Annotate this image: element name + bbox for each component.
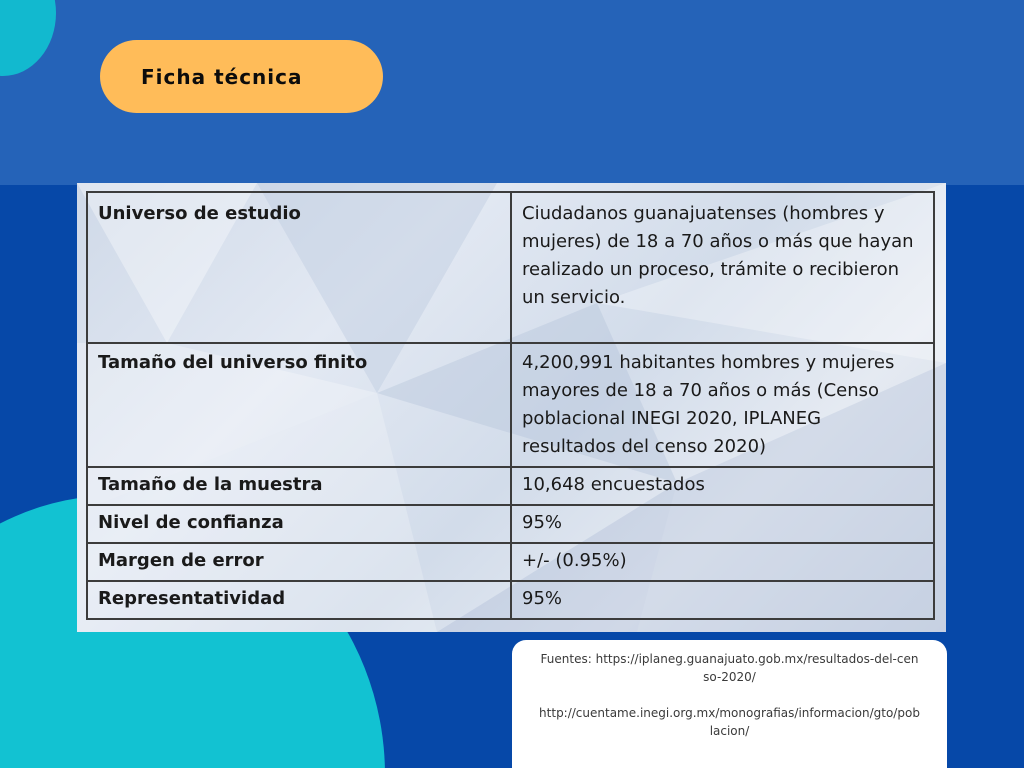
- row-label: Universo de estudio: [87, 192, 511, 343]
- row-label: Representatividad: [87, 581, 511, 619]
- table-row: [87, 581, 934, 619]
- row-value: 95%: [511, 505, 934, 543]
- row-label: Margen de error: [87, 543, 511, 581]
- row-label: Nivel de confianza: [87, 505, 511, 543]
- row-label: Tamaño del universo finito: [87, 343, 511, 467]
- source-line-inegi: http://cuentame.inegi.org.mx/monografias/informacion/gto/poblacion/: [539, 706, 920, 738]
- slide-title: Ficha técnica: [100, 40, 383, 113]
- row-value: 10,648 encuestados: [511, 467, 934, 505]
- table-row: [87, 505, 934, 543]
- row-label: Tamaño de la muestra: [87, 467, 511, 505]
- table-panel: [77, 183, 946, 632]
- table-row: [87, 192, 934, 343]
- row-value: 95%: [511, 581, 934, 619]
- table-row: [87, 467, 934, 505]
- row-value: Ciudadanos guanajuatenses (hombres y mujeres) de 18 a 70 años o más que hayan realizado un proceso, trámite o recibieron un servicio.: [511, 192, 934, 343]
- table-row: [87, 343, 934, 467]
- sources-box: [512, 640, 947, 768]
- source-line-iplaneg: Fuentes: https://iplaneg.guanajuato.gob.mx/resultados-del-censo-2020/: [540, 652, 919, 684]
- row-value: +/- (0.95%): [511, 543, 934, 581]
- technical-sheet-table: [86, 191, 935, 620]
- row-value: 4,200,991 habitantes hombres y mujeres mayores de 18 a 70 años o más (Censo poblacional INEGI 2020, IPLANEG resultados del censo 2020): [511, 343, 934, 467]
- table-row: [87, 543, 934, 581]
